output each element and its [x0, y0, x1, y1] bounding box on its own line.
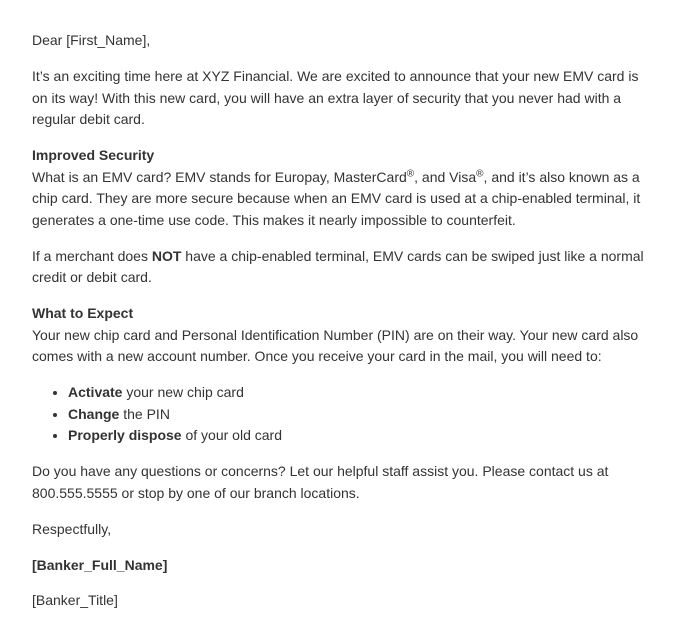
greeting: Dear [First_Name],	[32, 32, 151, 48]
registered-mark: ®	[406, 167, 415, 179]
list-item-text: of your old card	[181, 427, 282, 443]
expect-paragraph: Your new chip card and Personal Identification Number (PIN) are on their way. Your new card also comes with a new account number. Once you receive your card in the mail, you will need to:	[32, 326, 639, 364]
section-heading-expect: What to Expect	[32, 305, 134, 321]
list-item-bold: Change	[68, 405, 120, 422]
merchant-text-2: have a chip-enabled terminal, EMV cards can be swiped just like a normal credit or debit card.	[32, 247, 644, 285]
banker-title: [Banker_Title]	[32, 592, 118, 608]
merchant-emphasis: NOT	[151, 247, 182, 264]
list-item-text: your new chip card	[122, 384, 244, 400]
security-paragraph	[32, 167, 656, 232]
registered-mark: ®	[476, 167, 484, 179]
list-item-bold: Properly dispose	[68, 427, 182, 443]
action-list	[32, 382, 656, 447]
signoff: Respectfully,	[32, 520, 112, 537]
list-item	[68, 382, 656, 404]
merchant-paragraph	[32, 246, 656, 289]
merchant-text-1: If a merchant does	[32, 247, 152, 264]
contact-paragraph: Do you have any questions or concerns? Let our helpful staff assist you. Please contact us at 800.555.5555 or stop by one of our branch locations.	[32, 463, 609, 501]
banker-name: [Banker_Full_Name]	[32, 556, 168, 573]
list-item-bold: Activate	[68, 384, 123, 400]
list-item	[68, 425, 656, 447]
security-text-3: , and it’s also known as a chip card. They are more secure because when an EMV card is used at a chip-enabled terminal, it generates a one-time use code. This makes it nearly impossible to counterfeit.	[32, 168, 641, 228]
section-heading-security: Improved Security	[32, 147, 155, 163]
security-text-1: What is an EMV card? EMV stands for Europay, MasterCard	[32, 168, 407, 185]
list-item-text: the PIN	[119, 405, 170, 422]
intro-paragraph: It’s an exciting time here at XYZ Financial. We are excited to announce that your new EMV card is on its way! With this new card, you will have an extra layer of security that you never had with a regular debit card.	[32, 68, 639, 127]
list-item	[68, 404, 656, 426]
security-text-2: , and Visa	[414, 168, 477, 185]
